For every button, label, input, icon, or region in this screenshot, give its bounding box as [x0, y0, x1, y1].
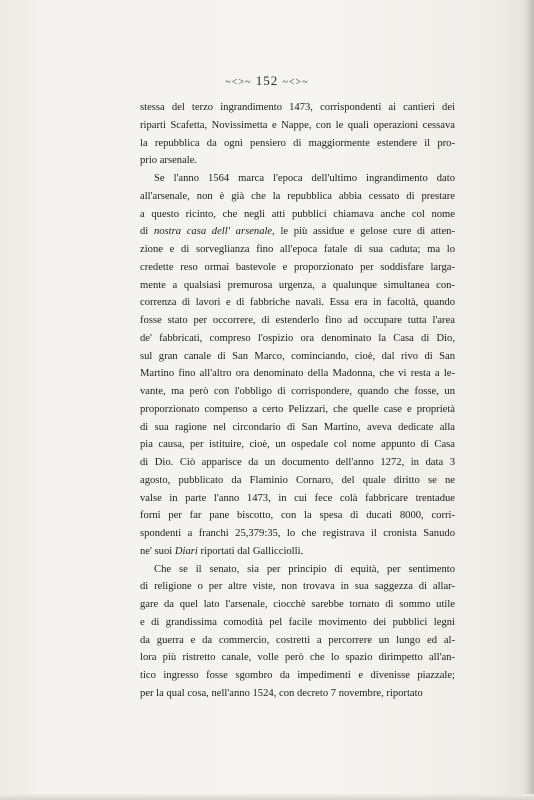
text-line: di sua ragione nel circondario di San Martino, aveva dedicate alla [140, 421, 455, 433]
text-line: correnza di lavori e di fabbriche navali. Essa era in facoltà, quando [140, 297, 455, 309]
page-number: 152 [255, 73, 279, 88]
text-line: spondenti a franchi 25,379:35, lo che registrava il cronista Sanudo [140, 528, 455, 539]
paragraph [140, 561, 455, 703]
text-line: riparti Scafetta, Novissimetta e Nappe, con le quali operazioni cessava [140, 119, 455, 131]
text-line: gare da quel lato l'arsenale, ciocchè sarebbe tornato di sommo utile [140, 599, 455, 610]
paragraph [140, 99, 455, 170]
text-line: tico ingresso fosse sgombro da impedimenti e divenisse piazzale; [140, 670, 455, 681]
page-header [0, 73, 534, 89]
italic-phrase: nostra casa dell' arsenale [153, 226, 273, 238]
page-edge-right [524, 0, 534, 800]
text-line: di Dio. Ciò apparisce da un documento dell'anno 1272, in data 3 [140, 457, 455, 468]
text-line: per la qual cosa, nell'anno 1524, con decreto 7 novembre, riportato [140, 687, 423, 699]
text-line: di nostra casa dell' arsenale, le più assidue e gelose cure di atten- [140, 226, 456, 238]
text-line: agosto, pubblicato da Flaminio Cornaro, del quale diritto se ne [140, 474, 455, 486]
text-line: stessa del terzo ingrandimento 1473, corrispondenti ai cantieri dei [140, 102, 455, 113]
text-line: zione e di sorveglianza fino all'epoca fatale di sua caduta; ma lo [140, 244, 455, 255]
text-line: lora più ristretto canale, volle però che lo spazio dirimpetto all'an- [140, 652, 455, 664]
text-line: de' fabbricati, compreso l'ospizio ora denominato la Casa di Dio, [140, 332, 455, 344]
paragraph [140, 170, 455, 561]
text-line: fosse stato per occorrere, di estenderlo fino ad occupare tutta l'area [140, 315, 455, 326]
text-line: la repubblica da ogni pensiero di maggiormente estendere il pro- [140, 137, 455, 149]
text-line: Che se il senato, sia per principio di equità, per sentimento [154, 563, 455, 575]
text-line: credette reso ormai bastevole e proporzionato per soddisfare larga- [140, 261, 455, 273]
text-line: vante, ma però con l'obbligo di corrispondere, quando che fosse, un [140, 386, 455, 397]
text-line: Se l'anno 1564 marca l'epoca dell'ultimo ingrandimento dato [154, 173, 455, 184]
ornament-left-icon: ~<>~ [225, 77, 252, 88]
text-line: sul gran canale di San Marco, cominciando, cioè, dal rivo di San [140, 350, 455, 362]
text-line: forni per far pane biscotto, con la spesa di ducati 8000, corri- [140, 510, 455, 522]
text-line: di religione o per altre viste, non trovava in sua saggezza di allar- [140, 581, 455, 593]
text-line: proporzionato compenso a certo Pelizzari, che quelle case e proprietà [140, 403, 455, 415]
text-line: mente a qualsiasi premurosa urgenza, a qualunque simultanea con- [140, 279, 455, 291]
text-line: all'arsenale, non è già che la repubblica abbia cessato di prestare [140, 190, 455, 202]
text-line: pia causa, per istituire, cioè, un ospedale col nome appunto di Casa [140, 439, 455, 451]
ornament-right-icon: ~<>~ [282, 77, 309, 88]
body-text [140, 99, 455, 703]
text-line: ne' suoi Diari riportati dal Gallicciolli. [140, 545, 304, 557]
text-line: e di grandissima comodità pel facile movimento dei pubblici legni [140, 616, 455, 628]
text-line: a questo ricinto, che negli atti pubblici chiamava anche col nome [140, 208, 455, 220]
text-line: valse in parte l'anno 1473, in cui fece colà fabbricare trentadue [140, 492, 455, 504]
text-line: prio arsenale. [140, 155, 198, 167]
text-line: Martino fino all'altro ora denominato della Madonna, che vi resta a le- [140, 368, 455, 380]
page-edge-bottom [0, 794, 534, 800]
italic-phrase: Diari [174, 545, 198, 557]
text-line: da guerra e da commercio, costretti a percorrere un lungo ed al- [140, 634, 455, 646]
